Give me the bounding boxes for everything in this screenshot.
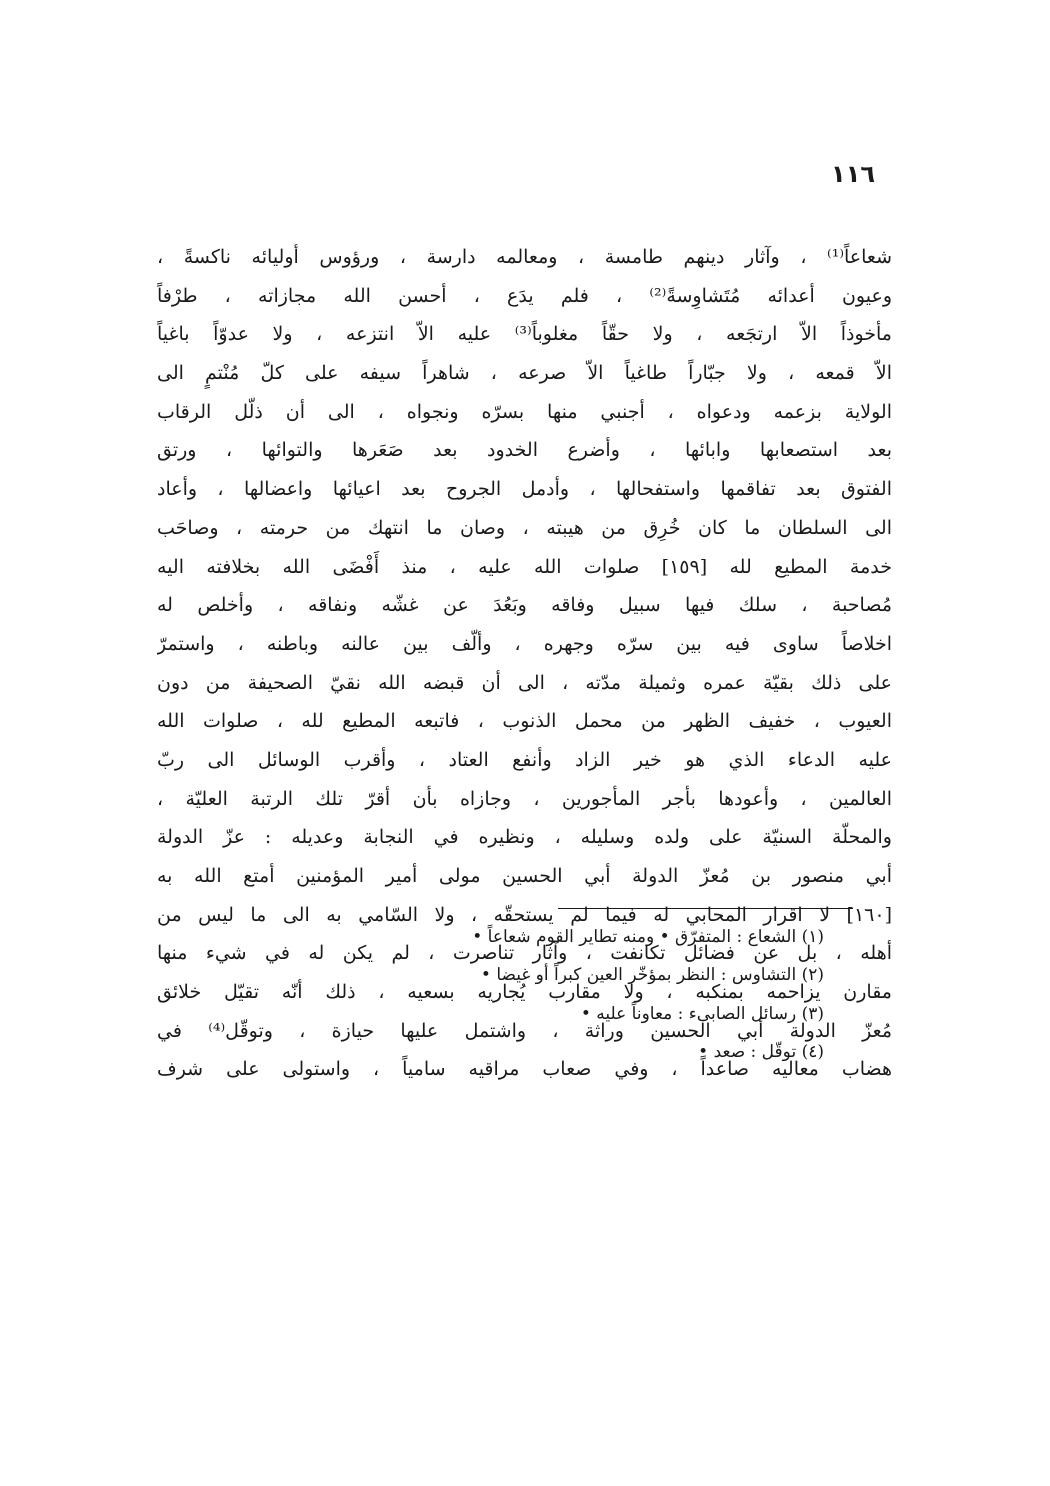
text-line: والمحلّة السنيّة على ولده وسليله ، ونظيره في النجابة وعديله : عزّ الدولة	[157, 826, 892, 849]
text-line: الولاية بزعمه ودعواه ، أجنبي منها بسرّه ونجواه ، الى أن ذلّل الرقاب	[157, 400, 892, 423]
text-line: وعيون أعدائه مُتَشاوِسةً⁽²⁾ ، فلم يدَع ، أحسن الله مجازاته ، طرْفاً	[157, 284, 892, 307]
text-line: أبي منصور بن مُعزّ الدولة أبي الحسين مولى أمير المؤمنين أمتع الله به	[157, 865, 892, 887]
text-line: خدمة المطيع لله [١٥٩] صلوات الله عليه ، منذ أَفْضَى الله بخلافته اليه	[157, 555, 892, 578]
text-line: مُعزّ الدولة أبي الحسين وراثة ، واشتمل عليها حيازة ، وتوقّل⁽⁴⁾ في	[157, 1019, 892, 1042]
text-line: على ذلك بقيّة عمره وثميلة مدّته ، الى أن قبضه الله نقيّ الصحيفة من دون	[157, 671, 892, 694]
text-line: العيوب ، خفيف الظهر من محمل الذنوب ، فاتبعه المطيع لله ، صلوات الله	[157, 710, 892, 733]
text-line: [١٦٠] لا اقرار المحابي له فيما لم يستحقّه ، ولا السّامي به الى ما ليس من	[157, 903, 892, 926]
text-line: العالمين ، وأعودها بأجر المأجورين ، وجازاه بأن أقرّ تلك الرتبة العليّة ،	[157, 787, 892, 810]
footnote: (٢) التشاوس : النظر بمؤخّر العين كبراً أو غيضا •	[480, 965, 824, 986]
footnote: (١) الشعاع : المتفرّق • ومنه تطاير القوم شعاعاً •	[472, 927, 824, 947]
page-number: ١١٦	[831, 160, 875, 188]
footnote-divider	[558, 908, 853, 909]
footnote: (٤) توقّل : صعد •	[698, 1041, 824, 1062]
text-line: الى السلطان ما كان خُرِق من هيبته ، وصان ما انتهك من حرمته ، وصاحَب	[157, 516, 892, 539]
text-line: عليه الدعاء الذي هو خير الزاد وأنفع العتاد ، وأقرب الوسائل الى ربّ	[157, 748, 892, 771]
text-line: شعاعاً⁽¹⁾ ، وآثار دينهم طامسة ، ومعالمه دارسة ، ورؤوس أوليائه ناكسةً ،	[157, 246, 892, 268]
text-line: الفتوق بعد تفاقمها واستفحالها ، وأدمل الجروح بعد اعيائها واعضالها ، وأعاد	[157, 478, 892, 501]
text-line: مُصاحبة ، سلك فيها سبيل وفاقه وبَعُدَ عن غشّه ونفاقه ، وأخلص له	[157, 594, 892, 617]
text-line: اخلاصاً ساوى فيه بين سرّه وجهره ، وألّف بين عالنه وباطنه ، واستمرّ	[157, 632, 892, 655]
text-line: بعد استصعابها وابائها ، وأضرع الخدود بعد صَعَرها والتوائها ، ورتق	[157, 439, 892, 462]
text-line: مأخوذاً الاّ ارتجَعه ، ولا حقّاً مغلوباً⁽³⁾ عليه الاّ انتزعه ، ولا عدوّاً باغياً	[157, 323, 892, 346]
text-line: أهله ، بل عن فضائل تكانفت ، وآثار تناصرت ، لم يكن له في شيء منها	[157, 942, 892, 965]
text-line: الاّ قمعه ، ولا جبّاراً طاغياً الاّ صرعه ، شاهراً سيفه على كلّ مُنْتمٍ الى	[157, 362, 892, 385]
text-line: مقارن يزاحمه بمنكبه ، ولا مقارب يُجاريه بسعيه ، ذلك أنّه تقيّل خلائق	[157, 981, 892, 1004]
footnote: (٣) رسائل الصابىء : معاوناً عليه •	[580, 1003, 824, 1024]
text-line: هضاب معاليه صاعداً ، وفي صعاب مراقيه سامياً ، واستولى على شرف	[157, 1058, 892, 1081]
footnotes	[264, 918, 824, 1071]
